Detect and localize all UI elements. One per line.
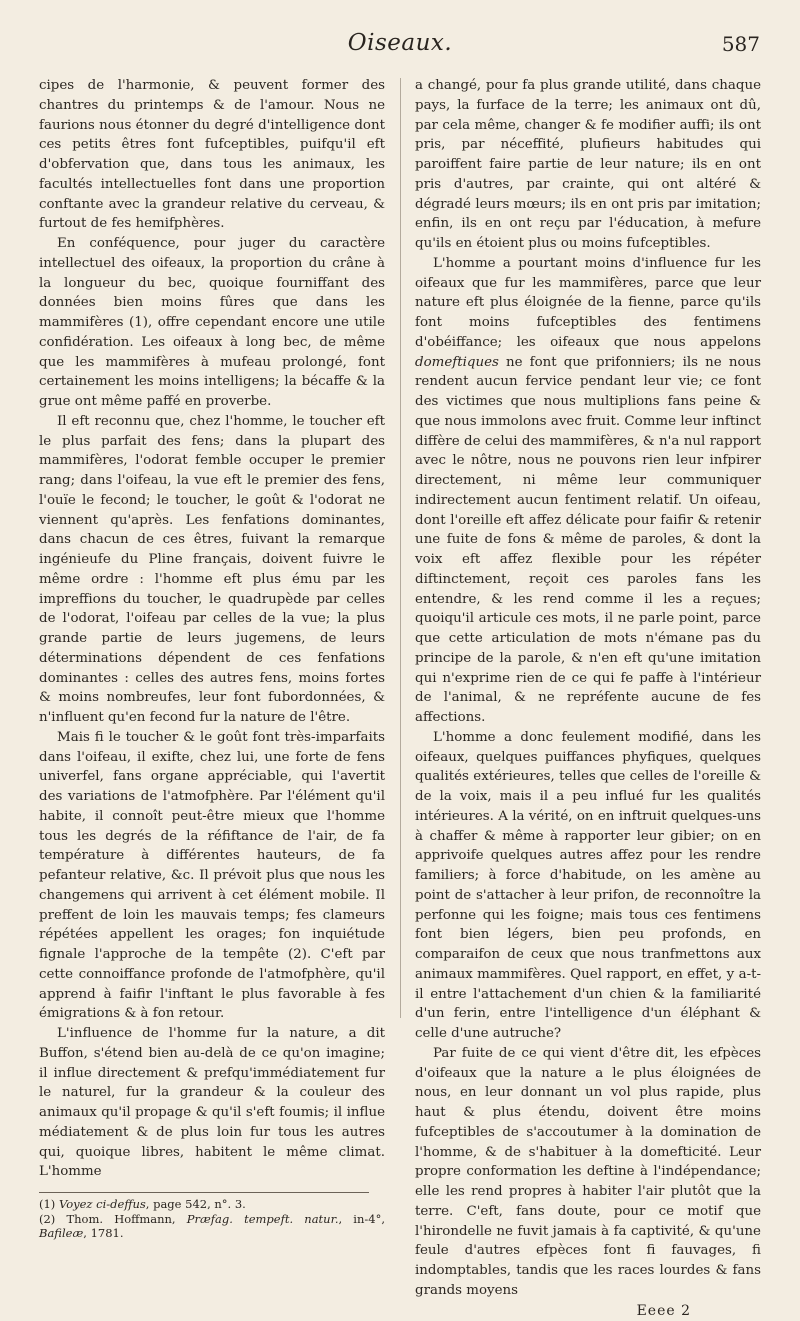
- footnote-2: [39, 1212, 385, 1241]
- paragraph: Par fuite de ce qui vient d'être dit, les efpèces d'oifeaux que la nature a le plus éloignées de nous, en leur donnant un vol plus rapide, plus haut & plus étendu, doivent être moins fufceptibles de s'accoutumer à la domination de l'homme, & de s'habituer à la domefticité. Leur propre conformation les deftine à l'indépendance; elle les rend propres à habiter l'air plutôt que la terre. C'eft, fans doute, pour ce motif que l'hirondelle ne fuvit jamais à fa captivité, & qu'une feule d'autres efpèces font fi fauvages, fi indomptables, tandis que les races lourdes & fans grands moyens: [415, 1044, 761, 1301]
- footnote-text: , 1781.: [83, 1226, 123, 1240]
- footnote-text: Voyez ci-deffus: [59, 1197, 146, 1211]
- paragraph: a changé, pour fa plus grande utilité, dans chaque pays, la furface de la terre; les animaux ont dû, par cela même, changer & fe modifier auffi; ils ont pris, par néceffité, plufieurs habitudes qui paroiffent faire partie de leur nature; ils en ont pris d'autres, par crainte, qui ont altéré & dégradé leurs mœurs; ils en ont pris par imitation; enfin, ils en ont reçu par l'éducation, à mefure qu'ils en étoient plus ou moins fufceptibles.: [415, 76, 761, 254]
- footnote-text: (2) Thom. Hoffmann,: [39, 1212, 187, 1226]
- footnote-text: Præfag. tempeft. natur.: [187, 1212, 339, 1226]
- footnote-text: Bafileæ: [39, 1226, 83, 1240]
- page-number: 587: [722, 32, 760, 56]
- paragraph: Il eft reconnu que, chez l'homme, le toucher eft le plus parfait des fens; dans la plupart des mammifères, l'odorat femble occuper le premier rang; dans l'oifeau, la vue eft le premier des fens, l'ouïe le fecond; le toucher, le goût & l'odorat ne viennent qu'après. Les fenfations dominantes, dans chacun de ces êtres, fuivant la remarque ingénieufe du Pline français, doivent fuivre le même ordre : l'homme eft plus ému par les impreffions du toucher, le quadrupède par celles de l'odorat, l'oifeau par celles de la vue; la plus grande partie de leurs jugemens, de leurs déterminations dépendent de ces fenfations dominantes : celles des autres fens, moins fortes & moins nombreufes, leur font fubordonnées, & n'influent qu'en fecond fur la nature de l'être.: [39, 412, 385, 728]
- footnote-text: (1): [39, 1197, 59, 1211]
- column-divider: [400, 78, 401, 1018]
- footnote-rule: [39, 1192, 369, 1193]
- left-column: [39, 76, 385, 1241]
- signature-mark: Eeee 2: [415, 1302, 761, 1321]
- running-header: [40, 30, 760, 66]
- paragraph: Mais fi le toucher & le goût font très-imparfaits dans l'oifeau, il exifte, chez lui, une forte de fens univerfel, fans organe appréciable, qui l'avertit des variations de l'atmofphère. Par l'élément qu'il habite, il connoît peut-être mieux que l'homme tous les degrés de la réfiftance de l'air, de fa température à différentes hauteurs, de fa pefanteur relative, &c. Il prévoit plus que nous les changemens qui arrivent à cet élément mobile. Il preffent de loin les mauvais temps; fes clameurs répétées appellent les orages; fon inquiétude fignale l'approche de la tempête (2). C'eft par cette connoiffance profonde de l'atmofphère, qu'il apprend à faifir l'inftant le plus favorable à fes émigrations & à fon retour.: [39, 728, 385, 1024]
- paragraph: L'influence de l'homme fur la nature, a dit Buffon, s'étend bien au-delà de ce qu'on imagine; il influe directement & prefqu'immédiatement fur le naturel, fur la grandeur & la couleur des animaux qu'il propage & qu'il s'eft foumis; il influe médiatement & de plus loin fur tous les autres qui, quoique libres, habitent le même climat. L'homme: [39, 1024, 385, 1182]
- running-title: Oiseaux.: [40, 30, 760, 56]
- paragraph-text: L'homme a pourtant moins d'influence fur les oifeaux que fur les mammifères, parce que leur nature eft plus éloignée de la fienne, parce qu'ils font moins fufceptibles des fentimens d'obéiffance; les oifeaux que nous appelons: [415, 256, 761, 350]
- footnote-1: [39, 1197, 385, 1212]
- paragraph: En conféquence, pour juger du caractère intellectuel des oifeaux, la proportion du crâne à la longueur du bec, quoique fourniffant des données bien moins fûres que dans les mammifères (1), offre cependant encore une utile confidération. Les oifeaux à long bec, de même que les mammifères à mufeau prolongé, font certainement les moins intelligens; la bécaffe & la grue ont même paffé en proverbe.: [39, 234, 385, 412]
- paragraph-text: domeftiques: [415, 355, 499, 370]
- paragraph: cipes de l'harmonie, & peuvent former des chantres du printemps & de l'amour. Nous ne faurions nous étonner du degré d'intelligence dont ces petits êtres font fufceptibles, puifqu'il eft d'obfervation que, dans tous les animaux, les facultés intellectuelles font dans une proportion conftante avec la grandeur relative du cerveau, & furtout de fes hemifphères.: [39, 76, 385, 234]
- paragraph: L'homme a donc feulement modifié, dans les oifeaux, quelques puiffances phyfiques, quelques qualités extérieures, telles que celles de l'oreille & de la voix, mais il a peu influé fur les qualités intérieures. A la vérité, on en inftruit quelques-uns à chaffer & même à rapporter leur gibier; on en apprivoife quelques autres affez pour les rendre familiers; à force d'habitude, on les amène au point de s'attacher à leur prifon, de reconnoître la perfonne qui les foigne; mais tous ces fentimens font bien légers, bien peu profonds, en comparaifon de ceux que nous tranfmettons aux animaux mammifères. Quel rapport, en effet, y a-t-il entre l'attachement d'un chien & la familiarité d'un ferin, entre l'intelligence d'un éléphant & celle d'une autruche?: [415, 728, 761, 1044]
- paragraph-text: ne font que prifonniers; ils ne nous rendent aucun fervice pendant leur vie; ce font des victimes que nous multiplions fans peine & que nous immolons avec fruit. Comme leur inftinct diffère de celui des mammifères, & n'a nul rapport avec le nôtre, nous ne pouvons rien leur infpirer directement, ni même leur communiquer indirectement aucun fentiment relatif. Un oifeau, dont l'oreille eft affez délicate pour faifir & retenir une fuite de fons & même de paroles, & dont la voix eft affez flexible pour les répéter diftinctement, reçoit ces paroles fans les entendre, & les rend comme il les a reçues; quoiqu'il articule ces mots, il ne parle point, parce que cette articulation de mots n'émane pas du principe de la parole, & n'en eft qu'une imitation qui n'exprime rien de ce qui fe paffe à l'intérieur de l'animal, & ne repréfente aucune de fes affections.: [415, 355, 761, 726]
- footnote-text: , in-4°,: [338, 1212, 385, 1226]
- footnote-text: , page 542, n°. 3.: [146, 1197, 246, 1211]
- right-column: [415, 76, 761, 1321]
- paragraph: [415, 254, 761, 728]
